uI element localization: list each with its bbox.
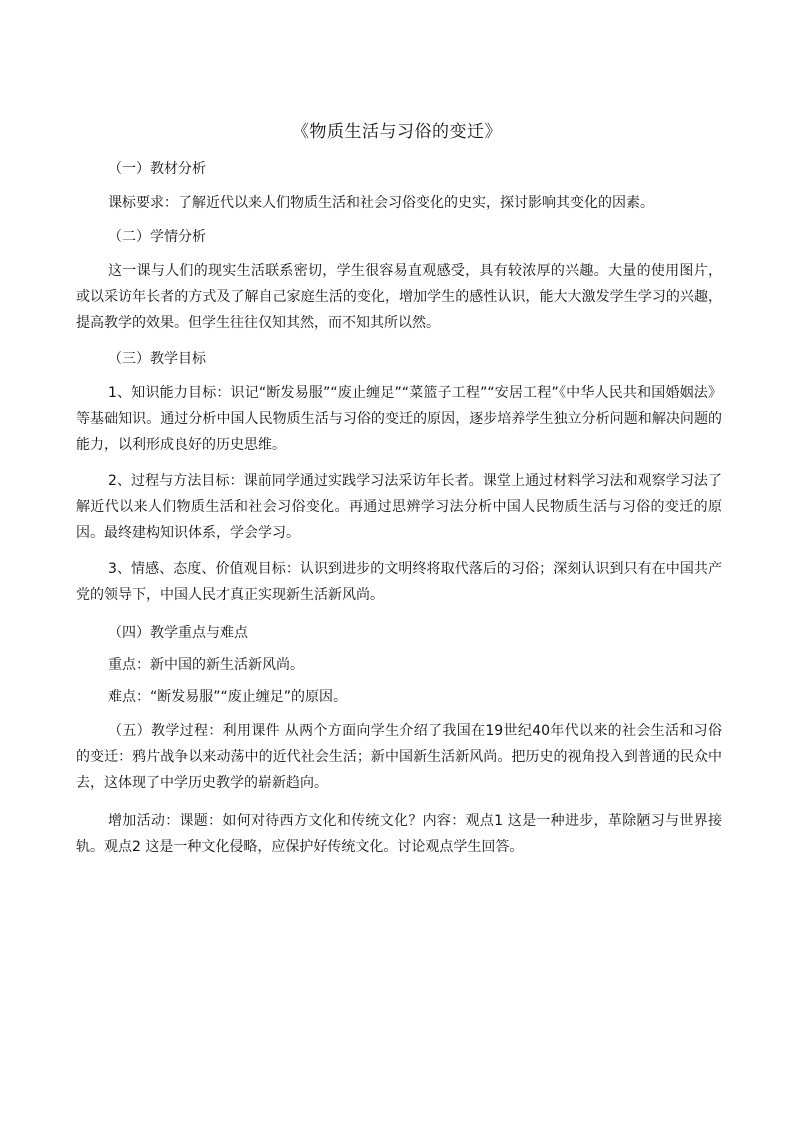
paragraph-teaching-process: （五）教学过程：利用课件 从两个方面向学生介绍了我国在19世纪40年代以来的社会生活和习俗的变迁：鸦片战争以来动荡中的近代社会生活；新中国新生活新风尚。把历史的视角投入到普通的民众中去，这体现了中学历史教学的崭新趋向。 [76,723,722,791]
section-heading-3: （三）教学目标 [108,351,206,367]
section-heading-2: （二）学情分析 [108,229,206,245]
paragraph-curriculum-requirement: 课标要求：了解近代以来人们物质生活和社会习俗变化的史实，探讨影响其变化的因素。 [108,195,654,211]
paragraph-student-analysis: 这一课与人们的现实生活联系密切，学生很容易直观感受，具有较浓厚的兴趣。大量的使用图片，或以采访年长者的方式及了解自己家庭生活的变化，增加学生的感性认识，能大大激发学生学习的兴趣，提高教学的效果。但学生往往仅知其然，而不知其所以然。 [76,263,722,331]
paragraph-difficult-point: 难点：“断发易服”“废止缠足”的原因。 [108,689,348,705]
paragraph-goal-process: 2、过程与方法目标：课前同学通过实践学习法采访年长者。课堂上通过材料学习法和观察学习法了解近代以来人们物质生活和社会习俗变化。再通过思辨学习法分析中国人民物质生活与习俗的变迁的原因。最终建构知识体系，学会学习。 [76,473,722,541]
paragraph-goal-emotion: 3、情感、态度、价值观目标：认识到进步的文明终将取代落后的习俗；深刻认识到只有在中国共产党的领导下，中国人民才真正实现新生活新风尚。 [76,561,722,603]
section-heading-4: （四）教学重点与难点 [108,625,248,641]
paragraph-added-activity: 增加活动：课题：如何对待西方文化和传统文化？内容：观点1 这是一种进步，革除陋习与世界接轨。观点2 这是一种文化侵略，应保护好传统文化。讨论观点学生回答。 [76,813,722,855]
paragraph-key-point: 重点：新中国的新生活新风尚。 [108,657,304,673]
document-title: 《物质生活与习俗的变迁》 [292,122,502,142]
section-heading-1: （一）教材分析 [108,161,206,177]
paragraph-goal-knowledge: 1、知识能力目标：识记“断发易服”“废止缠足”“菜篮子工程”“安居工程”《中华人民共和国婚姻法》等基础知识。通过分析中国人民物质生活与习俗的变迁的原因，逐步培养学生独立分析问题和解决问题的能力，以利形成良好的历史思维。 [76,385,722,453]
